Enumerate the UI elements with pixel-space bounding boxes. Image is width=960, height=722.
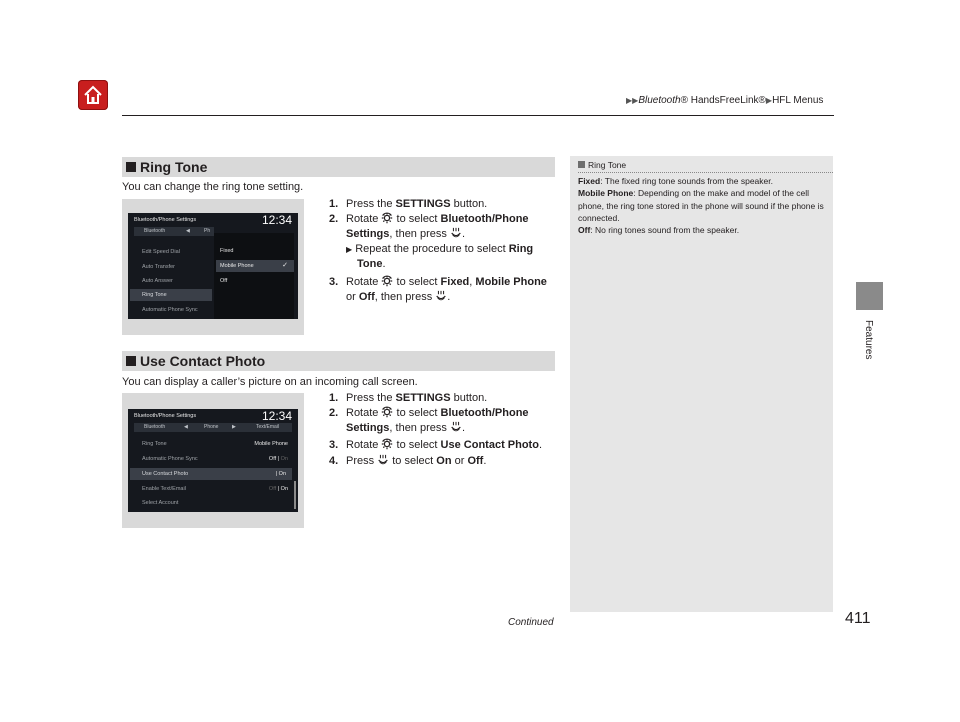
option-fixed: Fixed bbox=[220, 248, 234, 254]
contact-photo-intro: You can display a caller’s picture on an incoming call screen. bbox=[122, 376, 418, 388]
press-knob-icon bbox=[450, 227, 462, 239]
screen-row-selected: Ring Tone bbox=[130, 289, 212, 301]
home-icon bbox=[82, 84, 104, 106]
tab-right-arrow-icon: ▶ bbox=[232, 424, 236, 430]
selector-knob-icon bbox=[381, 406, 393, 418]
screen-row: Auto Transfer bbox=[142, 264, 176, 270]
section-square-icon bbox=[126, 356, 136, 366]
ring-tone-step-2: 2. Rotate to select Bluetooth/Phone Settings, then press . ▶ Repeat the procedure to select Ring Tone. bbox=[329, 213, 534, 270]
note-box bbox=[570, 156, 833, 612]
selector-knob-icon bbox=[381, 438, 393, 450]
ring-tone-screen bbox=[128, 213, 298, 319]
home-button[interactable] bbox=[78, 80, 108, 110]
screen-row: Enable Text/Email Off | On bbox=[142, 486, 288, 492]
screen-tab-text-email: Text/Email bbox=[256, 424, 280, 430]
selector-knob-icon bbox=[381, 212, 393, 224]
ring-tone-intro: You can change the ring tone setting. bbox=[122, 181, 304, 193]
option-mobile-phone: Mobile Phone ✓ bbox=[216, 260, 294, 272]
breadcrumb-handsfreelink: ® HandsFreeLink® bbox=[680, 95, 766, 106]
screen-tab-phone: Ph bbox=[204, 228, 211, 234]
press-knob-icon bbox=[435, 290, 447, 302]
screen-title: Bluetooth/Phone Settings bbox=[134, 217, 197, 223]
continued-label: Continued bbox=[508, 617, 554, 628]
contact-photo-step-2: 2. Rotate to select Bluetooth/Phone Settings, then press . bbox=[329, 407, 529, 434]
contact-photo-screen bbox=[128, 409, 298, 512]
ring-tone-options-popup bbox=[214, 233, 294, 319]
header-divider bbox=[122, 115, 834, 116]
section-heading-use-contact-photo: Use Contact Photo bbox=[122, 351, 555, 371]
breadcrumb-arrow-icon: ▶▶ bbox=[626, 96, 639, 105]
screen-tab-bar bbox=[134, 423, 292, 432]
press-knob-icon bbox=[377, 454, 389, 466]
screen-row: Edit Speed Dial bbox=[142, 249, 180, 255]
substep-arrow-icon: ▶ bbox=[346, 245, 353, 254]
screen-row: Automatic Phone Sync Off | On bbox=[142, 456, 288, 462]
option-off: Off bbox=[220, 278, 228, 284]
ring-tone-step-1: 1. Press the SETTINGS button. bbox=[329, 198, 488, 210]
chapter-tab-marker bbox=[856, 282, 883, 310]
note-body: Fixed: The fixed ring tone sounds from the speaker. Mobile Phone: Depending on the make and model of the cell phone, the ring tone stored in the phone will sound if the phone is connected. Off: No ring tones sound from the speaker. bbox=[578, 176, 824, 236]
screen-tab-bluetooth: Bluetooth bbox=[144, 228, 166, 234]
contact-photo-step-1: 1. Press the SETTINGS button. bbox=[329, 392, 488, 404]
breadcrumb-section: HFL Menus bbox=[772, 95, 824, 106]
page-number: 411 bbox=[845, 610, 871, 627]
screen-tab-bar bbox=[134, 227, 214, 236]
contact-photo-step-3: 3. Rotate to select Use Contact Photo. bbox=[329, 439, 543, 451]
contact-photo-step-4: 4. Press to select On or Off. bbox=[329, 455, 487, 467]
ring-tone-screen-frame bbox=[122, 199, 304, 335]
screen-row: Auto Answer bbox=[142, 278, 173, 284]
screen-clock: 12:34 bbox=[261, 213, 292, 227]
note-title: Ring Tone bbox=[578, 160, 626, 170]
section-heading-ring-tone: Ring Tone bbox=[122, 157, 555, 177]
screen-clock: 12:34 bbox=[261, 409, 292, 423]
screen-tab-phone: Phone bbox=[204, 424, 219, 430]
check-icon: ✓ bbox=[282, 262, 288, 269]
note-divider bbox=[578, 172, 833, 173]
screen-row: Automatic Phone Sync bbox=[142, 307, 198, 313]
screen-title: Bluetooth/Phone Settings bbox=[134, 413, 197, 419]
tab-left-arrow-icon: ◀ bbox=[184, 424, 188, 430]
breadcrumb-bluetooth: Bluetooth bbox=[638, 95, 681, 106]
screen-row-selected: Use Contact Photo | On bbox=[130, 468, 292, 480]
selector-knob-icon bbox=[381, 275, 393, 287]
chapter-tab-label: Features bbox=[863, 320, 874, 360]
screen-row: Ring Tone Mobile Phone bbox=[142, 441, 288, 447]
screen-tab-bluetooth: Bluetooth bbox=[144, 424, 166, 430]
section-square-icon bbox=[126, 162, 136, 172]
screen-scrollbar bbox=[294, 481, 296, 509]
ring-tone-step-3: 3. Rotate to select Fixed, Mobile Phone or Off, then press . bbox=[329, 276, 547, 303]
breadcrumb bbox=[626, 95, 823, 106]
note-marker-icon bbox=[578, 161, 585, 168]
screen-row: Select Account bbox=[142, 500, 179, 506]
tab-left-arrow-icon: ◀ bbox=[186, 228, 190, 234]
contact-photo-screen-frame bbox=[122, 393, 304, 528]
press-knob-icon bbox=[450, 421, 462, 433]
breadcrumb-arrow-icon: ▶ bbox=[765, 96, 773, 105]
